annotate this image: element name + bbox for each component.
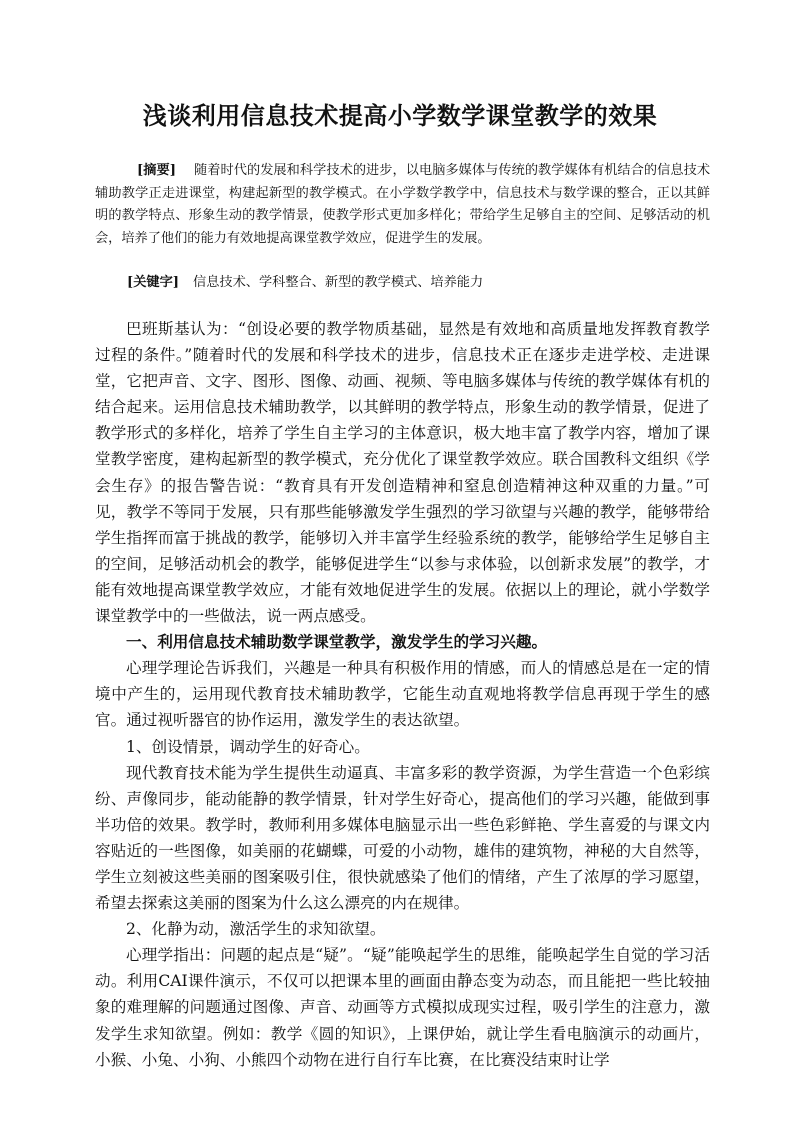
section1-heading: 一、利用信息技术辅助数学课堂教学，激发学生的学习兴趣。 xyxy=(126,632,548,652)
section1-paragraph: 心理学理论告诉我们，兴趣是一种具有积极作用的情感，而人的情感总是在一定的情境中产生的，运用现代教育技术辅助教学，它能生动直观地将教学信息再现于学生的感官。通过视听器官的协作运用，激发学生的表达欲望。 xyxy=(95,659,710,730)
subsection2-paragraph: 心理学指出：问题的起点是“疑”。“疑”能唤起学生的思维，能唤起学生自觉的学习活动。利用CAI课件演示，不仅可以把课本里的画面由静态变为动态，而且能把一些比较抽象的难理解的问题通过图像、声音、动画等方式模拟成现实过程，吸引学生的注意力，激发学生求知欲望。例如：教学《圆的知识》，上课伊始，就让学生看电脑演示的动画片，小猴、小兔、小狗、小熊四个动物在进行自行车比赛，在比赛没结束时让学 xyxy=(95,946,710,1069)
abstract-text: 随着时代的发展和科学技术的进步，以电脑多媒体与传统的教学媒体有机结合的信息技术辅助教学正走进课堂，构建起新型的教学模式。在小学数学教学中，信息技术与数学课的整合，正以其鲜明的教学特点、形象生动的教学情景，使教学形式更加多样化；带给学生足够自主的空间、足够活动的机会，培养了他们的能力有效地提高课堂教学效应，促进学生的发展。 xyxy=(95,163,711,246)
keywords xyxy=(95,272,710,295)
subsection1-heading: 1、创设情景，调动学生的好奇心。 xyxy=(126,737,370,756)
subsection1-paragraph: 现代教育技术能为学生提供生动逼真、丰富多彩的教学资源，为学生营造一个色彩缤纷、声像同步，能动能静的教学情景，针对学生好奇心，提高他们的学习兴趣，能做到事半功倍的效果。教学时，教师利用多媒体电脑显示出一些色彩鲜艳、学生喜爱的与课文内容贴近的一些图像，如美丽的花蝴蝶，可爱的小动物，雄伟的建筑物，神秘的大自然等，学生立刻被这些美丽的图案吸引住，很快就感染了他们的情绪，产生了浓厚的学习愿望，希望去探索这美丽的图案为什么这么漂亮的内在规律。 xyxy=(95,763,710,913)
abstract xyxy=(95,160,710,250)
keywords-text: 信息技术、学科整合、新型的教学模式、培养能力 xyxy=(193,275,484,290)
abstract-label: [摘要] xyxy=(137,163,176,178)
article-body xyxy=(95,316,710,1073)
subsection2-heading: 2、化静为动，激活学生的求知欲望。 xyxy=(126,920,386,939)
page-title: 浅谈利用信息技术提高小学数学课堂教学的效果 xyxy=(142,101,658,130)
keywords-label: [关键字] xyxy=(127,275,180,290)
intro-paragraph: 巴班斯基认为：“创设必要的教学物质基础，显然是有效地和高质量地发挥教育教学过程的条件。”随着时代的发展和科学技术的进步，信息技术正在逐步走进学校、走进课堂，它把声音、文字、图形、图像、动画、视频、等电脑多媒体与传统的教学媒体有机的结合起来。运用信息技术辅助教学，以其鲜明的教学特点，形象生动的教学情景，促进了教学形式的多样化，培养了学生自主学习的主体意识，极大地丰富了教学内容，增加了课堂教学密度，建构起新型的教学模式，充分优化了课堂教学效应。联合国教科文组织《学会生存》的报告警告说：“教育具有开发创造精神和窒息创造精神这种双重的力量。”可见，教学不等同于发展，只有那些能够激发学生强烈的学习欲望与兴趣的教学，能够带给学生指挥而富于挑战的教学，能够切入并丰富学生经验系统的教学，能够给学生足够自主的空间，足够活动机会的教学，能够促进学生“以参与求体验，以创新求发展”的教学，才能有效地提高课堂教学效应，才能有效地促进学生的发展。依据以上的理论，就小学数学课堂教学中的一些做法，说一两点感受。 xyxy=(95,320,710,626)
